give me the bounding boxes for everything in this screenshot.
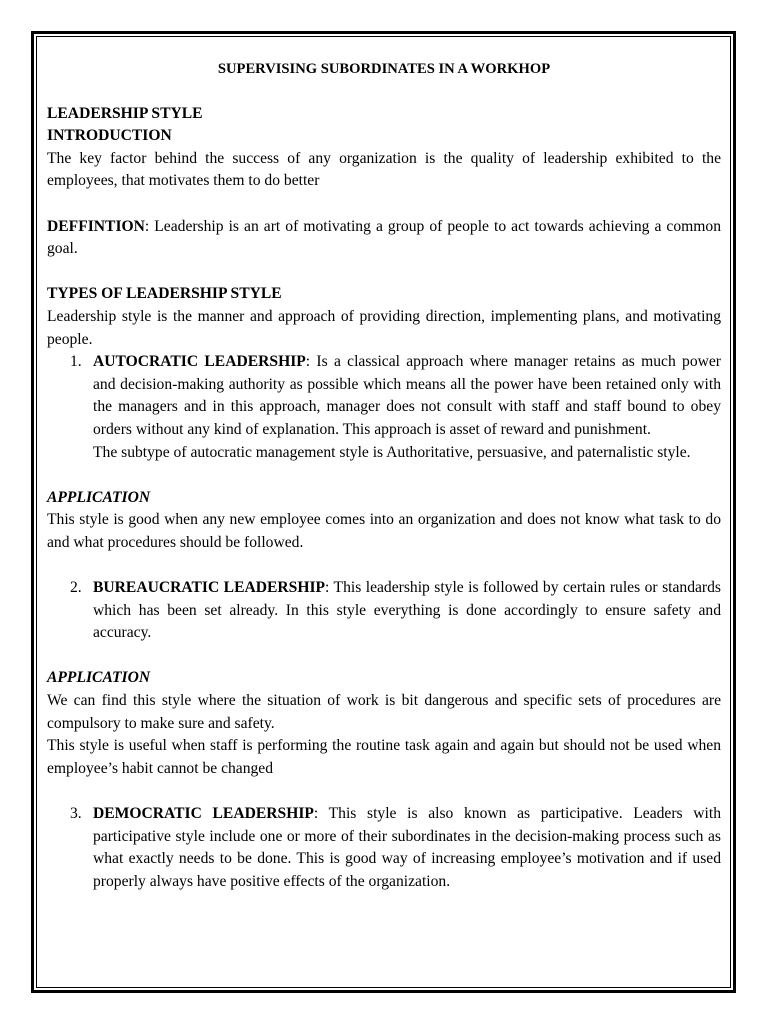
style-name: DEMOCRATIC LEADERSHIP bbox=[93, 805, 314, 822]
document-title: SUPERVISING SUBORDINATES IN A WORKHOP bbox=[217, 61, 551, 77]
style-description: : This leadership style is followed by certain rules or standards which has been set already. In this style everything is done accordingly to ensure safety and accuracy. bbox=[93, 579, 721, 642]
style-extra: The subtype of autocratic management style is Authoritative, persuasive, and paternalistic style. bbox=[93, 443, 691, 461]
application-text: This style is useful when staff is performing the routine task again and again but should not be used when employee’s habit cannot be changed bbox=[47, 737, 721, 777]
section-title: LEADERSHIP STYLE bbox=[47, 104, 203, 122]
list-number: 1. bbox=[70, 353, 82, 371]
list-number: 3. bbox=[70, 805, 82, 822]
application-heading: APPLICATION bbox=[47, 488, 151, 506]
types-heading: TYPES OF LEADERSHIP STYLE bbox=[47, 285, 282, 303]
document-body bbox=[47, 58, 721, 893]
intro-text: The key factor behind the success of any organization is the quality of leadership exhibited to the employees, that motivates them to do better bbox=[47, 149, 721, 190]
definition-text: : Leadership is an art of motivating a group of people to act towards achieving a common goal. bbox=[47, 217, 721, 258]
list-item-bureaucratic bbox=[47, 577, 721, 645]
intro-heading: INTRODUCTION bbox=[47, 127, 172, 145]
types-text: Leadership style is the manner and approach of providing direction, implementing plans, and motivating people. bbox=[47, 307, 721, 348]
style-name: BUREAUCRATIC LEADERSHIP bbox=[93, 579, 326, 597]
definition-label: DEFFINTION bbox=[47, 217, 145, 235]
application-text: We can find this style where the situation of work is bit dangerous and specific sets of procedures are compulsory to make sure and safety. bbox=[47, 692, 721, 732]
application-text: This style is good when any new employee comes into an organization and does not know what task to do and what procedures should be followed. bbox=[47, 511, 721, 551]
list-number: 2. bbox=[70, 579, 82, 597]
style-description: : This style is also known as participative. Leaders with participative style include one or more of their subordinates in the decision-making process such as what exactly needs to be done. This is good way of increasing employee’s motivation and if used properly always have positive effects of the organization. bbox=[93, 805, 721, 890]
style-description: : Is a classical approach where manager retains as much power and decision-making authority as possible which means all the power have been retained only with the managers and in this approach, manager does not consult with staff and staff bound to obey orders without any kind of explanation. This approach is asset of reward and punishment. bbox=[93, 353, 721, 438]
list-item-democratic bbox=[47, 803, 721, 893]
list-item-autocratic bbox=[47, 351, 721, 441]
definition-paragraph bbox=[47, 216, 721, 261]
style-name: AUTOCRATIC LEADERSHIP bbox=[93, 353, 306, 371]
application-heading: APPLICATION bbox=[47, 669, 151, 687]
